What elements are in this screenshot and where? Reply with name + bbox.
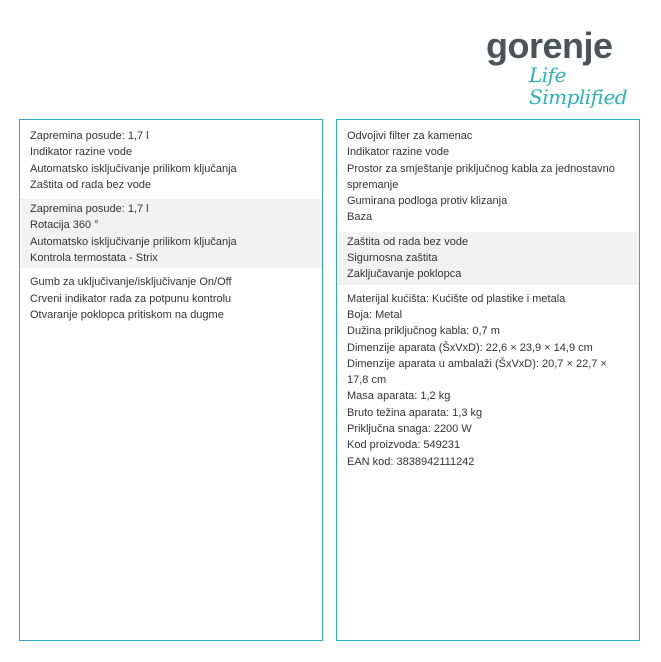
spec-line: Dimenzije aparata u ambalaži (ŠxVxD): 20,7 × 22,7 × <box>347 357 607 370</box>
spec-line: Boja: Metal <box>347 308 403 321</box>
spec-group-controls <box>20 272 322 325</box>
spec-line: Otvaranje poklopca pritiskom na dugme <box>30 308 224 321</box>
spec-line: Dimenzije aparata (ŠxVxD): 22,6 × 23,9 × 14,9 cm <box>347 341 593 354</box>
spec-group-design <box>337 126 639 228</box>
logo-wordmark: gorenje <box>486 25 613 66</box>
spec-line: Masa aparata: 1,2 kg <box>347 390 451 403</box>
spec-line: Baza <box>347 211 373 224</box>
spec-line: Automatsko isključivanje prilikom ključanja <box>30 162 237 175</box>
spec-line: Materijal kućišta: Kućište od plastike i metala <box>347 292 566 305</box>
spec-line: 17,8 cm <box>347 374 387 387</box>
spec-line: Indikator razine vode <box>347 146 450 159</box>
spec-line: Kod proizvoda: 549231 <box>347 439 461 452</box>
spec-line: Bruto težina aparata: 1,3 kg <box>347 406 483 419</box>
right-spec-column <box>336 119 640 641</box>
spec-line: Zaključavanje poklopca <box>347 268 462 281</box>
spec-group-basic <box>20 126 322 195</box>
spec-line: Crveni indikator rada za potpunu kontrolu <box>30 292 232 305</box>
spec-line: Rotacija 360 ° <box>30 219 99 232</box>
spec-line: Zapremina posude: 1,7 l <box>30 130 149 142</box>
spec-line: spremanje <box>347 178 399 191</box>
spec-line: Gumb za uključivanje/isključivanje On/Off <box>30 276 232 289</box>
spec-line: Zapremina posude: 1,7 l <box>30 203 149 216</box>
spec-line: Kontrola termostata - Strix <box>30 252 158 265</box>
spec-group-safety <box>337 232 639 285</box>
logo-tagline: Life Simplified <box>529 63 628 109</box>
spec-group-technical <box>337 289 639 472</box>
spec-group-features <box>20 199 322 268</box>
spec-line: Dužina priključnog kabla: 0,7 m <box>347 325 500 338</box>
gorenje-logo <box>486 25 646 109</box>
left-spec-column <box>19 119 323 641</box>
spec-line: Sigurnosna zaštita <box>347 252 438 265</box>
spec-line: Prostor za smještanje priključnog kabla za jednostavno <box>347 162 615 175</box>
spec-line: Zaštita od rada bez vode <box>347 235 469 248</box>
spec-line: Indikator razine vode <box>30 146 133 159</box>
spec-line: EAN kod: 3838942111242 <box>347 455 475 468</box>
spec-line: Automatsko isključivanje prilikom ključanja <box>30 235 237 248</box>
spec-line: Odvojivi filter za kamenac <box>347 130 473 142</box>
spec-line: Gumirana podloga protiv klizanja <box>347 195 508 208</box>
spec-line: Zaštita od rada bez vode <box>30 178 152 191</box>
spec-line: Priključna snaga: 2200 W <box>347 423 472 436</box>
